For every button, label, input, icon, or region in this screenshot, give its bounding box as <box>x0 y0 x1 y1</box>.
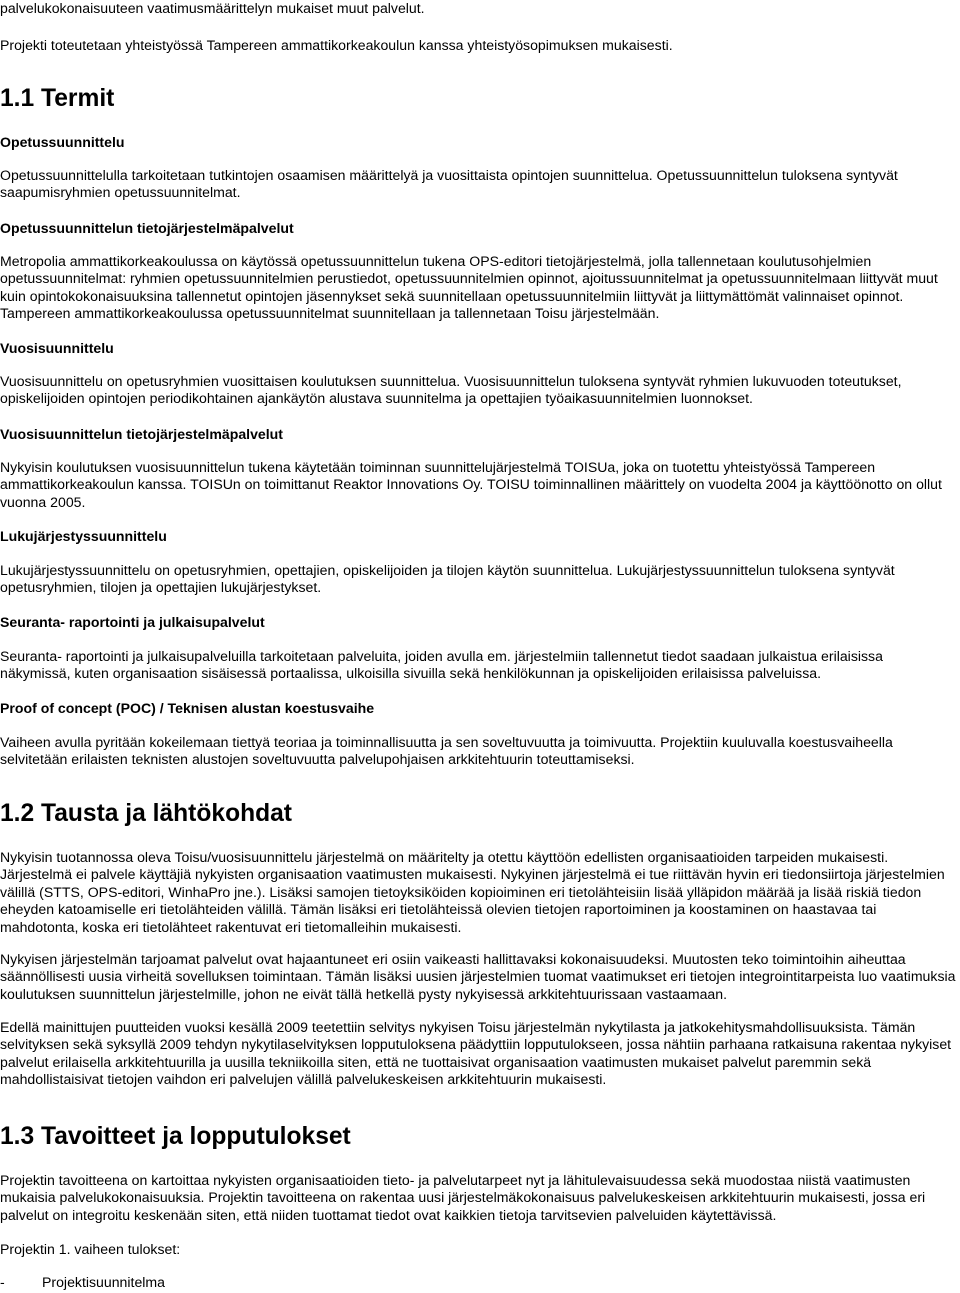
goals-paragraph: Projektin tavoitteena on kartoittaa nykyisten organisaatioiden tieto- ja palvelutarpeet nyt ja lähitulevaisuudessa sekä muodostaa niistä vaatimusten mukaisia palvelukokonaisuuksia. Projektin tavoitteena on rakentaa uusi järjestelmäkokonaisuus palvelukeskeisen arkkitehtuurin mukaisesti, jossa eri palvelut on integroitu keskenään siten, että niiden tuottamat tiedot ovat kaikkien tietoja tarvitsevien palveluiden käytettävissä. <box>0 1172 926 1223</box>
term-title-poc: Proof of concept (POC) / Teknisen alustan koestusvaihe <box>0 700 375 716</box>
results-list-item <box>0 1274 165 1291</box>
list-dash-marker: - <box>0 1274 5 1290</box>
term-title-lukujarjestys: Lukujärjestyssuunnittelu <box>0 528 167 544</box>
term-title-seuranta: Seuranta- raportointi ja julkaisupalvelut <box>0 614 265 630</box>
term-text-vuosisuunnittelu: Vuosisuunnittelu on opetusryhmien vuosittaisen koulutuksen suunnittelua. Vuosisuunnittelun tuloksena syntyvät ryhmien lukuvuoden toteutukset, opiskelijoiden opintojen periodikohtainen ajankäytön alustava suunnitelma ja opettajien työaikasuunnitelmien luonnokset. <box>0 373 902 407</box>
term-text-vuosisuunnittelu-tietojarjestelma: Nykyisin koulutuksen vuosisuunnittelun tukena käytetään toiminnan suunnittelujärjestelmä TOISUa, joka on tuotettu yhteistyössä Tampereen ammattikorkeakoulun kanssa. TOISUn on toimittanut Reaktor Innovations Oy. TOISU toiminnallinen määrittely on vuodelta 2004 ja käyttöönotto on ollut vuonna 2005. <box>0 459 942 510</box>
term-title-vuosisuunnittelu-tietojarjestelma: Vuosisuunnittelun tietojärjestelmäpalvelut <box>0 426 283 442</box>
background-paragraph-2: Nykyisen järjestelmän tarjoamat palvelut ovat hajaantuneet eri osiin vaikeasti hallittavaksi kokonaisuudeksi. Muutosten teko toimintoihin aiheuttaa säännöllisesti uusia virheitä sovelluksen toimintaan. Tämän lisäksi uusien järjestelmien tuomat vaatimukset eri tietojen integrointitarpeista luo vaatimuksia koulutuksen suunnittelun järjestelmille, johon ne eivät tällä hetkellä pysty nykyisessä arkkitehtuurissaan vastaamaan. <box>0 951 956 1002</box>
term-text-opetussuunnittelu: Opetussuunnittelulla tarkoitetaan tutkintojen osaamisen määrittelyä ja vuosittaista opintojen suunnittelua. Opetussuunnittelun tuloksena syntyvät saapumisryhmien opetussuunnitelmat. <box>0 167 898 201</box>
term-text-seuranta: Seuranta- raportointi ja julkaisupalveluilla tarkoitetaan palveluita, joiden avulla em. järjestelmiin tallennetut tiedot saadaan julkaistua erilaisissa näkymissä, kuten organisaation sisäisessä portaalissa, ulkoisilla sivuilla sekä henkilökunnan ja opiskelijoiden erilaisissa palveluissa. <box>0 648 883 682</box>
background-paragraph-3: Edellä mainittujen puutteiden vuoksi kesällä 2009 teetettiin selvitys nykyisen Toisu järjestelmän nykytilasta ja jatkokehitysmahdollisuuksista. Tämän selvityksen sekä syksyllä 2009 tehdyn nykytilaselvityksen lopputuloksena päädyttiin lopputulokseen, jossa nähtiin parhaana ratkaisuna rakentaa nykyiset palvelut erilaisella arkkitehtuurilla ja uusilla tekniikoilla siten, että ne tuottaisivat organisaation vaatimusten mukaiset palvelut paremmin sekä mahdollistaisivat tietojen vaihdon eri palvelujen välillä palvelukeskeisen arkkitehtuurin mukaisesti. <box>0 1019 952 1088</box>
term-title-opetussuunnittelu: Opetussuunnittelu <box>0 134 125 150</box>
background-paragraph-1: Nykyisin tuotannossa oleva Toisu/vuosisuunnittelu järjestelmä on määritelty ja otettu käyttöön edellisten organisaatioiden tarpeiden mukaisesti. Järjestelmä ei palvele käyttäjiä nykyisten organisaation vaatimusten mukaisesti. Nykyinen järjestelmä ei tue riittävän hyvin eri tiedonsiirtoja järjestelmien välillä (STTS, OPS-editori, WinhaPro jne.). Lisäksi samojen tietoyksiköiden kopioiminen eri tietolähteisiin lisää ylläpidon määrää ja lisää riskiä tiedon eheyden katoamiselle eri tietolähteiden välillä. Tämän lisäksi eri tietolähteissä olevien tietojen raportoiminen ja koostaminen on haastavaa tai mahdotonta, koska eri tietolähteet rakentuvat eri tietomalleihin mukaisesti. <box>0 849 945 935</box>
section-heading-terms: 1.1 Termit <box>0 85 115 112</box>
results-item-label: Projektisuunnitelma <box>42 1274 165 1290</box>
intro-line-1: palvelukokonaisuuteen vaatimusmäärittelyn mukaiset muut palvelut. <box>0 0 425 16</box>
term-text-ops-tietojarjestelma: Metropolia ammattikorkeakoulussa on käytössä opetussuunnittelun tukena OPS-editori tietojärjestelmä, jolla tallennetaan koulutusohjelmien opetussuunnitelmat: ryhmien opetussuunnitelmien perustiedot, opetussuunnitelmien opinnot, ajoitussuunnitelmat ja opetussuunnitelmaan liittyvät muut kuin opintokokonaisuuksina tallennetut opintojen jäsennykset sekä suunnitellaan opetussuunnitelmiin liittyvät ja liittymättömät valinnaiset opinnot. Tampereen ammattikorkeakoulussa opetussuunnitelmat suunnitellaan ja tallennetaan Toisu järjestelmään. <box>0 253 938 322</box>
results-label: Projektin 1. vaiheen tulokset: <box>0 1241 181 1257</box>
term-title-ops-tietojarjestelma: Opetussuunnittelun tietojärjestelmäpalvelut <box>0 220 294 236</box>
section-heading-goals: 1.3 Tavoitteet ja lopputulokset <box>0 1123 351 1150</box>
term-text-poc: Vaiheen avulla pyritään kokeilemaan tiettyä teoriaa ja toiminnallisuutta ja sen soveltuvuutta ja toimivuutta. Projektiin kuuluvalla koestusvaiheella selvitetään erilaisten teknisten alustojen soveltuvuutta palvelupohjaisen arkkitehtuurin toteuttamiseksi. <box>0 734 893 768</box>
intro-line-2: Projekti toteutetaan yhteistyössä Tampereen ammattikorkeakoulun kanssa yhteistyösopimuksen mukaisesti. <box>0 37 673 53</box>
section-heading-background: 1.2 Tausta ja lähtökohdat <box>0 800 293 827</box>
term-title-vuosisuunnittelu: Vuosisuunnittelu <box>0 340 114 356</box>
term-text-lukujarjestys: Lukujärjestyssuunnittelu on opetusryhmien, opettajien, opiskelijoiden ja tilojen käytön suunnittelua. Lukujärjestyssuunnittelun tuloksena syntyvät opetusryhmien, tilojen ja opettajien lukujärjestykset. <box>0 562 895 596</box>
